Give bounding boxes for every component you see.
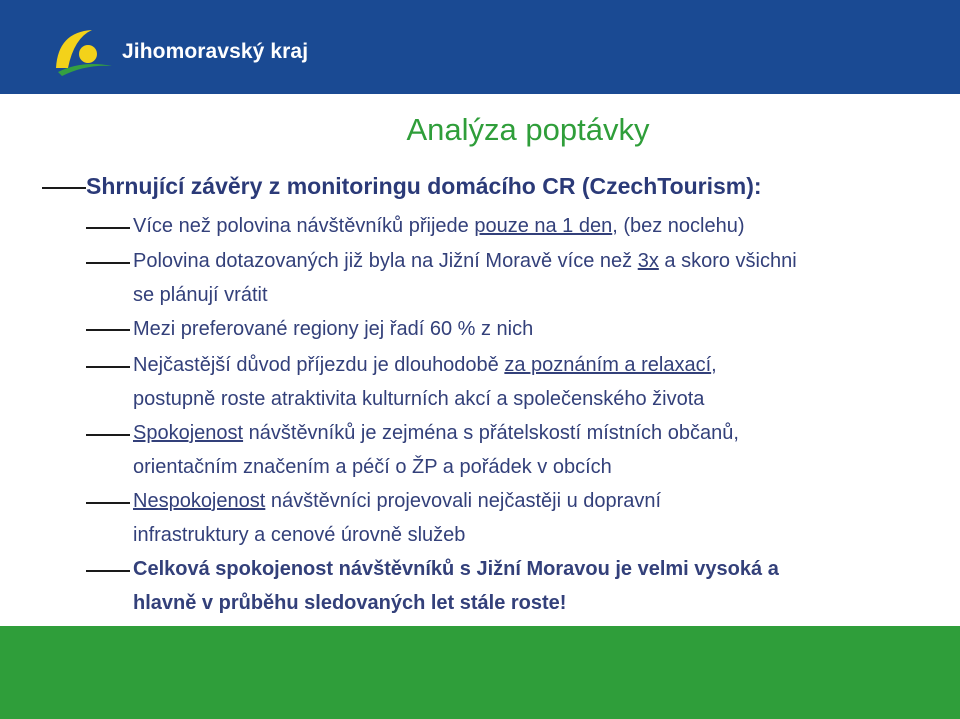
- header-bar: [0, 0, 960, 94]
- page-title: Analýza poptávky: [406, 112, 650, 147]
- dash-marker: [86, 434, 130, 436]
- brand-name: Jihomoravský kraj: [122, 40, 309, 63]
- footer-bar: [0, 626, 960, 719]
- list-item-text: Mezi preferované regiony jej řadí 60 % z nich: [133, 318, 534, 340]
- dash-marker: [86, 329, 130, 331]
- list-item-text-cont: orientačním značením a péčí o ŽP a pořádek v obcích: [133, 456, 612, 478]
- dash-marker: [86, 366, 130, 368]
- dash-marker: [86, 502, 130, 504]
- sun-arc-logo-icon: [52, 24, 114, 76]
- list-item-text-cont: hlavně v průběhu sledovaných let stále roste!: [133, 592, 567, 614]
- list-item-text: Nejčastější důvod příjezdu je dlouhodobě za poznáním a relaxací,: [133, 354, 717, 376]
- list-item-text: Polovina dotazovaných již byla na Jižní Moravě více než 3x a skoro všichni: [133, 250, 797, 272]
- dash-marker: [86, 262, 130, 264]
- list-item-text-cont: postupně roste atraktivita kulturních akcí a společenského života: [133, 388, 705, 410]
- list-item-text: Více než polovina návštěvníků přijede pouze na 1 den, (bez noclehu): [133, 215, 745, 237]
- list-item-text: Celková spokojenost návštěvníků s Jižní Moravou je velmi vysoká a: [133, 558, 779, 580]
- list-item-text-cont: se plánují vrátit: [133, 284, 268, 306]
- dash-marker: [86, 227, 130, 229]
- list-item-text-cont: infrastruktury a cenové úrovně služeb: [133, 524, 466, 546]
- heading-text: Shrnující závěry z monitoringu domácího CR (CzechTourism):: [86, 173, 762, 199]
- dash-marker: [86, 570, 130, 572]
- dash-marker: [42, 187, 86, 189]
- list-item-text: Spokojenost návštěvníků je zejména s přátelskostí místních občanů,: [133, 422, 739, 444]
- list-item-text: Nespokojenost návštěvníci projevovali nejčastěji u dopravní: [133, 490, 662, 512]
